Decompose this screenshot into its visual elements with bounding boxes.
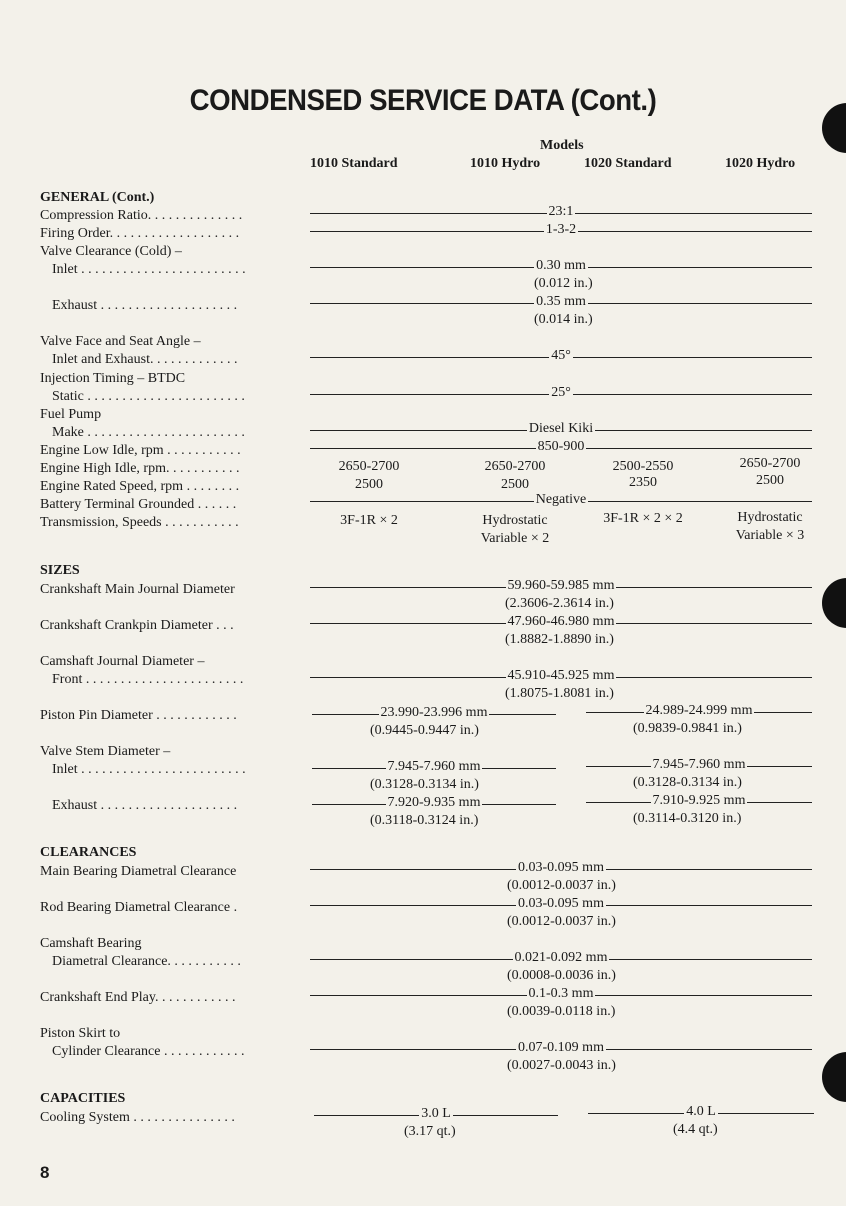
- piston-skirt-heading: Piston Skirt to: [40, 1026, 121, 1041]
- rated-speed-1020-hydro: 2500: [756, 473, 784, 488]
- valve-exhaust-sub: (0.014 in.): [534, 312, 593, 327]
- high-idle-1010-hydro: 2650-2700: [484, 459, 546, 474]
- piston-pin-right-value: 24.989-24.999 mm: [645, 703, 753, 718]
- page-title: CONDENSED SERVICE DATA (Cont.): [189, 84, 657, 117]
- camshaft-bearing-label: Diametral Clearance. . . . . . . . . . .: [52, 954, 241, 969]
- stem-inlet-label: Inlet . . . . . . . . . . . . . . . . . . . . . . . .: [52, 762, 246, 777]
- transmission-1020-hydro-sub: Variable × 3: [735, 528, 805, 543]
- camshaft-journal-heading: Camshaft Journal Diameter –: [40, 654, 205, 669]
- crankpin-value: 47.960-46.980 mm: [507, 614, 615, 629]
- valve-inlet-sub: (0.012 in.): [534, 276, 593, 291]
- end-play-sub: (0.0039-0.0118 in.): [507, 1004, 616, 1019]
- main-journal-value: 59.960-59.985 mm: [507, 578, 615, 593]
- valve-inlet-row: [310, 258, 812, 276]
- stem-inlet-right-value: 7.945-7.960 mm: [652, 757, 746, 772]
- crankpin-label: Crankshaft Crankpin Diameter . . .: [40, 618, 234, 633]
- index-tab-bottom: [822, 1052, 846, 1102]
- stem-exhaust-right-value: 7.910-9.925 mm: [652, 793, 746, 808]
- crankpin-sub: (1.8882-1.8890 in.): [505, 632, 614, 647]
- piston-pin-right-sub: (0.9839-0.9841 in.): [633, 721, 742, 736]
- end-play-value: 0.1-0.3 mm: [528, 986, 594, 1001]
- section-sizes-heading: SIZES: [40, 563, 80, 578]
- main-bearing-value: 0.03-0.095 mm: [518, 860, 604, 875]
- stem-inlet-left: [312, 759, 556, 777]
- piston-pin-left-value: 23.990-23.996 mm: [380, 705, 488, 720]
- transmission-label: Transmission, Speeds . . . . . . . . . . .: [40, 515, 239, 530]
- cooling-system-label: Cooling System . . . . . . . . . . . . . . .: [40, 1110, 235, 1125]
- crankpin-row: [310, 614, 812, 632]
- main-bearing-sub: (0.0012-0.0037 in.): [507, 878, 616, 893]
- column-1010-hydro: 1010 Hydro: [470, 156, 541, 171]
- main-bearing-row: [310, 860, 812, 878]
- low-idle-value: 850-900: [537, 439, 585, 454]
- camshaft-front-row: [310, 668, 812, 686]
- high-idle-label: Engine High Idle, rpm. . . . . . . . . . .: [40, 461, 240, 476]
- fuel-pump-make-value: Diesel Kiki: [528, 421, 594, 436]
- index-tab-middle: [822, 578, 846, 628]
- piston-skirt-sub: (0.0027-0.0043 in.): [507, 1058, 616, 1073]
- compression-ratio-value: 23:1: [548, 204, 574, 219]
- firing-order-row: [310, 222, 812, 240]
- column-1020-hydro: 1020 Hydro: [725, 156, 796, 171]
- transmission-1020-standard: 3F-1R × 2 × 2: [603, 511, 683, 526]
- firing-order-value: 1-3-2: [545, 222, 577, 237]
- valve-face-heading: Valve Face and Seat Angle –: [40, 334, 201, 349]
- cooling-left-value: 3.0 L: [421, 1106, 451, 1121]
- stem-exhaust-left: [312, 795, 556, 813]
- piston-skirt-value: 0.07-0.109 mm: [518, 1040, 604, 1055]
- high-idle-1020-standard: 2500-2550: [612, 459, 674, 474]
- stem-exhaust-left-value: 7.920-9.935 mm: [387, 795, 481, 810]
- piston-pin-label: Piston Pin Diameter . . . . . . . . . . . .: [40, 708, 237, 723]
- cooling-right: [588, 1104, 814, 1122]
- high-idle-1020-hydro: 2650-2700: [739, 456, 801, 471]
- camshaft-front-label: Front . . . . . . . . . . . . . . . . . . . . . . .: [52, 672, 244, 687]
- section-clearances-heading: CLEARANCES: [40, 845, 137, 860]
- low-idle-label: Engine Low Idle, rpm . . . . . . . . . . .: [40, 443, 241, 458]
- injection-static-row: [310, 385, 812, 403]
- stem-inlet-left-value: 7.945-7.960 mm: [387, 759, 481, 774]
- camshaft-bearing-heading: Camshaft Bearing: [40, 936, 142, 951]
- cooling-left-sub: (3.17 qt.): [404, 1124, 456, 1139]
- valve-exhaust-value: 0.35 mm: [536, 294, 586, 309]
- valve-face-value: 45°: [551, 348, 571, 363]
- high-idle-1010-standard: 2650-2700: [338, 459, 400, 474]
- cooling-left: [314, 1106, 558, 1124]
- rod-bearing-value: 0.03-0.095 mm: [518, 896, 604, 911]
- section-general-heading: GENERAL (Cont.): [40, 190, 155, 205]
- rod-bearing-sub: (0.0012-0.0037 in.): [507, 914, 616, 929]
- rated-speed-1020-standard: 2350: [629, 475, 657, 490]
- valve-stem-heading: Valve Stem Diameter –: [40, 744, 171, 759]
- camshaft-bearing-value: 0.021-0.092 mm: [514, 950, 608, 965]
- rated-speed-label: Engine Rated Speed, rpm . . . . . . . .: [40, 479, 240, 494]
- column-1010-standard: 1010 Standard: [310, 156, 398, 171]
- fuel-pump-make-label: Make . . . . . . . . . . . . . . . . . . . . . . .: [52, 425, 245, 440]
- valve-exhaust-label: Exhaust . . . . . . . . . . . . . . . . . . . .: [52, 298, 238, 313]
- models-label: Models: [540, 138, 584, 153]
- fuel-pump-heading: Fuel Pump: [40, 407, 102, 422]
- piston-pin-left: [312, 705, 556, 723]
- main-bearing-label: Main Bearing Diametral Clearance: [40, 864, 237, 879]
- stem-exhaust-right-sub: (0.3114-0.3120 in.): [633, 811, 742, 826]
- fuel-pump-make-row: [310, 421, 812, 439]
- injection-timing-heading: Injection Timing – BTDC: [40, 371, 186, 386]
- valve-face-label: Inlet and Exhaust. . . . . . . . . . . . .: [52, 352, 238, 367]
- battery-row: [310, 492, 812, 510]
- main-journal-label: Crankshaft Main Journal Diameter: [40, 582, 235, 597]
- rod-bearing-row: [310, 896, 812, 914]
- page-number: 8: [40, 1163, 50, 1182]
- end-play-label: Crankshaft End Play. . . . . . . . . . . .: [40, 990, 236, 1005]
- camshaft-front-value: 45.910-45.925 mm: [507, 668, 615, 683]
- stem-exhaust-label: Exhaust . . . . . . . . . . . . . . . . . . . .: [52, 798, 238, 813]
- injection-static-value: 25°: [551, 385, 571, 400]
- valve-face-row: [310, 348, 812, 366]
- valve-exhaust-row: [310, 294, 812, 312]
- stem-exhaust-right: [586, 793, 812, 811]
- end-play-row: [310, 986, 812, 1004]
- transmission-1010-hydro-sub: Variable × 2: [480, 531, 550, 546]
- camshaft-bearing-sub: (0.0008-0.0036 in.): [507, 968, 616, 983]
- transmission-1020-hydro: Hydrostatic: [737, 510, 803, 525]
- section-capacities-heading: CAPACITIES: [40, 1091, 126, 1106]
- column-1020-standard: 1020 Standard: [584, 156, 672, 171]
- transmission-1010-hydro: Hydrostatic: [482, 513, 548, 528]
- camshaft-bearing-row: [310, 950, 812, 968]
- rated-speed-1010-hydro: 2500: [501, 477, 529, 492]
- battery-label: Battery Terminal Grounded . . . . . .: [40, 497, 237, 512]
- piston-skirt-row: [310, 1040, 812, 1058]
- valve-inlet-label: Inlet . . . . . . . . . . . . . . . . . . . . . . . .: [52, 262, 246, 277]
- stem-inlet-right: [586, 757, 812, 775]
- valve-inlet-value: 0.30 mm: [536, 258, 586, 273]
- main-journal-row: [310, 578, 812, 596]
- stem-inlet-right-sub: (0.3128-0.3134 in.): [633, 775, 742, 790]
- firing-order-label: Firing Order. . . . . . . . . . . . . . . . . . .: [40, 226, 240, 241]
- rated-speed-1010-standard: 2500: [355, 477, 383, 492]
- compression-ratio-row: [310, 204, 812, 222]
- injection-static-label: Static . . . . . . . . . . . . . . . . . . . . . . .: [52, 389, 245, 404]
- main-journal-sub: (2.3606-2.3614 in.): [505, 596, 614, 611]
- stem-inlet-left-sub: (0.3128-0.3134 in.): [370, 777, 479, 792]
- cooling-right-value: 4.0 L: [686, 1104, 716, 1119]
- index-tab-top: [822, 103, 846, 153]
- cooling-right-sub: (4.4 qt.): [673, 1122, 718, 1137]
- transmission-1010-standard: 3F-1R × 2: [340, 513, 398, 528]
- piston-pin-right: [586, 703, 812, 721]
- battery-value: Negative: [535, 492, 587, 507]
- piston-skirt-label: Cylinder Clearance . . . . . . . . . . . .: [52, 1044, 245, 1059]
- valve-clearance-label: Valve Clearance (Cold) –: [40, 244, 182, 259]
- stem-exhaust-left-sub: (0.3118-0.3124 in.): [370, 813, 479, 828]
- piston-pin-left-sub: (0.9445-0.9447 in.): [370, 723, 479, 738]
- camshaft-front-sub: (1.8075-1.8081 in.): [505, 686, 614, 701]
- compression-ratio-label: Compression Ratio. . . . . . . . . . . . . .: [40, 208, 243, 223]
- rod-bearing-label: Rod Bearing Diametral Clearance .: [40, 900, 238, 915]
